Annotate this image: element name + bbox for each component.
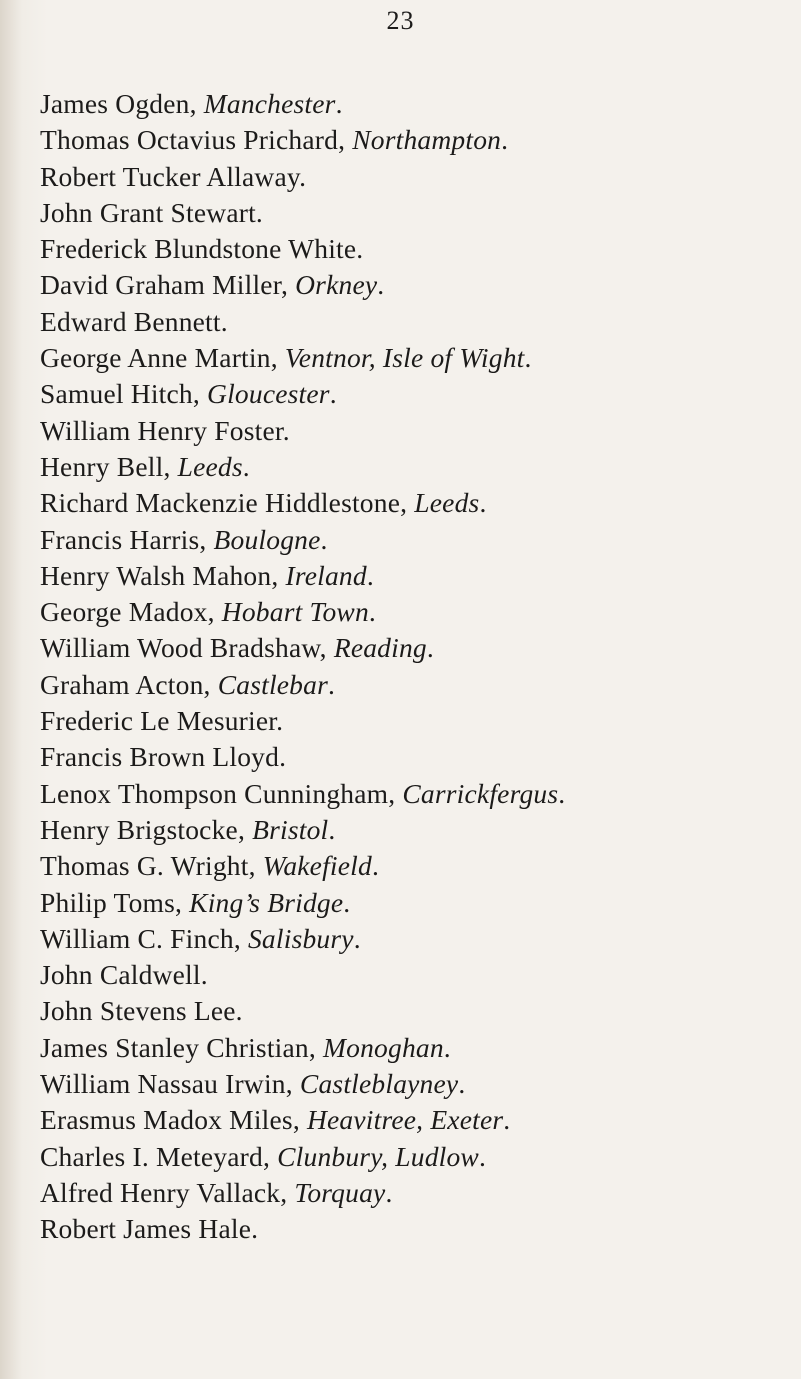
entry-period: . bbox=[299, 160, 307, 192]
entry-period: . bbox=[478, 1140, 487, 1172]
entry-punctuation: , bbox=[207, 596, 222, 628]
list-item bbox=[40, 1102, 795, 1138]
entry-punctuation: , bbox=[280, 269, 296, 301]
entry-period: . bbox=[276, 705, 284, 737]
page-number: 23 bbox=[386, 6, 415, 35]
entry-name: Edward Bennett bbox=[40, 305, 221, 337]
entry-name: John Stevens Lee bbox=[40, 995, 236, 1027]
list-item bbox=[40, 957, 795, 993]
entry-name: Erasmus Madox Miles bbox=[40, 1104, 293, 1136]
list-item bbox=[40, 1211, 795, 1247]
list-item bbox=[40, 304, 795, 340]
entry-punctuation: , bbox=[270, 342, 285, 374]
list-item bbox=[40, 413, 795, 449]
entry-name: William C. Finch bbox=[40, 922, 234, 954]
entry-period: . bbox=[503, 1104, 511, 1136]
entry-period: . bbox=[255, 196, 263, 228]
entry-period: . bbox=[343, 886, 351, 918]
entry-place: Leeds bbox=[177, 450, 243, 482]
entry-name: George Anne Martin bbox=[40, 342, 271, 374]
list-item bbox=[40, 340, 795, 376]
entry-place: Carrickfergus bbox=[402, 777, 559, 809]
list-item bbox=[40, 1030, 795, 1066]
entry-punctuation: , bbox=[175, 886, 190, 918]
entry-punctuation: , bbox=[319, 632, 334, 664]
entry-name: Henry Brigstocke bbox=[40, 813, 238, 845]
entry-name: Graham Acton bbox=[40, 668, 204, 700]
entry-name: David Graham Miller bbox=[40, 269, 281, 301]
entry-name: William Nassau Irwin bbox=[40, 1068, 286, 1100]
entry-period: . bbox=[371, 850, 380, 882]
entry-punctuation: , bbox=[192, 378, 208, 410]
list-item bbox=[40, 1066, 795, 1102]
entry-name: Henry Bell bbox=[40, 450, 164, 482]
entry-punctuation: , bbox=[262, 1140, 278, 1172]
entry-period: . bbox=[356, 233, 364, 265]
entry-name: Charles I. Meteyard bbox=[40, 1140, 263, 1172]
entry-period: . bbox=[524, 342, 532, 374]
list-item bbox=[40, 231, 795, 267]
entry-place: Bristol bbox=[252, 813, 329, 845]
entry-period: . bbox=[377, 269, 385, 301]
list-item bbox=[40, 812, 795, 848]
entry-name: John Grant Stewart bbox=[40, 196, 256, 228]
entry-name: Richard Mackenzie Hiddlestone bbox=[40, 487, 401, 519]
entry-name: Samuel Hitch bbox=[40, 378, 193, 410]
entry-name: John Caldwell bbox=[40, 959, 201, 991]
list-item bbox=[40, 449, 795, 485]
entry-place: King’s Bridge bbox=[189, 886, 344, 918]
entry-punctuation: , bbox=[248, 850, 263, 882]
entry-period: . bbox=[279, 741, 287, 773]
entry-period: . bbox=[235, 995, 243, 1027]
entry-place: Northampton bbox=[352, 124, 502, 156]
entry-period: . bbox=[558, 777, 566, 809]
entry-punctuation: , bbox=[338, 124, 353, 156]
list-item bbox=[40, 921, 795, 957]
list-item bbox=[40, 267, 795, 303]
entry-name: Lenox Thompson Cunningham bbox=[40, 777, 389, 809]
list-item bbox=[40, 848, 795, 884]
entry-punctuation: , bbox=[280, 1176, 295, 1208]
list-item bbox=[40, 485, 795, 521]
entry-place: Hobart Town bbox=[221, 596, 369, 628]
entry-period: . bbox=[220, 305, 228, 337]
entry-name: Thomas Octavius Prichard bbox=[40, 124, 339, 156]
entry-punctuation: , bbox=[308, 1031, 324, 1063]
list-item bbox=[40, 558, 795, 594]
list-item bbox=[40, 1139, 795, 1175]
entry-punctuation: , bbox=[388, 777, 403, 809]
list-item bbox=[40, 122, 795, 158]
entry-place: Ventnor, Isle of Wight bbox=[284, 342, 525, 374]
entry-name: Frederick Blundstone White bbox=[40, 233, 357, 265]
entry-name: George Madox bbox=[40, 596, 208, 628]
entry-period: . bbox=[366, 559, 374, 591]
entry-name: William Henry Foster bbox=[40, 414, 283, 446]
entry-period: . bbox=[242, 450, 250, 482]
entry-place: Salisbury bbox=[247, 922, 354, 954]
entry-name: James Stanley Christian bbox=[40, 1031, 309, 1063]
entry-place: Heavitree, Exeter bbox=[306, 1104, 504, 1136]
entry-place: Castleblayney bbox=[299, 1068, 459, 1100]
list-item bbox=[40, 86, 795, 122]
entry-period: . bbox=[443, 1031, 451, 1063]
entry-name: Francis Brown Lloyd bbox=[40, 741, 280, 773]
entry-place: Boulogne bbox=[213, 523, 321, 555]
entry-place: Monoghan bbox=[323, 1031, 444, 1063]
entry-punctuation: , bbox=[271, 559, 286, 591]
entry-place: Reading bbox=[333, 632, 427, 664]
entry-punctuation: , bbox=[400, 487, 415, 519]
list-item bbox=[40, 376, 795, 412]
list-item bbox=[40, 159, 795, 195]
entry-period: . bbox=[282, 414, 290, 446]
list-item bbox=[40, 993, 795, 1029]
list-item bbox=[40, 667, 795, 703]
entry-name: Frederic Le Mesurier bbox=[40, 705, 277, 737]
entry-place: Torquay bbox=[294, 1176, 386, 1208]
entry-period: . bbox=[368, 596, 376, 628]
list-item bbox=[40, 195, 795, 231]
list-item bbox=[40, 885, 795, 921]
entry-place: Ireland bbox=[285, 559, 367, 591]
entry-period: . bbox=[501, 124, 509, 156]
entry-punctuation: , bbox=[199, 523, 214, 555]
entry-punctuation: , bbox=[233, 922, 248, 954]
entry-name: William Wood Bradshaw bbox=[40, 632, 320, 664]
entry-name: Alfred Henry Vallack bbox=[40, 1176, 281, 1208]
entry-name: Henry Walsh Mahon bbox=[40, 559, 272, 591]
entry-period: . bbox=[426, 632, 434, 664]
entry-place: Manchester bbox=[203, 88, 336, 119]
entry-place: Leeds bbox=[414, 487, 480, 519]
list-item bbox=[40, 1175, 795, 1211]
entry-punctuation: , bbox=[237, 813, 253, 845]
entry-name: Francis Harris bbox=[40, 523, 200, 555]
list-item bbox=[40, 703, 795, 739]
entry-place: Castlebar bbox=[217, 668, 328, 700]
entry-name: Robert James Hale bbox=[40, 1213, 252, 1245]
list-item bbox=[40, 630, 795, 666]
list-item bbox=[40, 776, 795, 812]
entry-period: . bbox=[385, 1176, 393, 1208]
entry-place: Clunbury, Ludlow bbox=[277, 1140, 479, 1172]
entry-period: . bbox=[458, 1068, 466, 1100]
list-item bbox=[40, 522, 795, 558]
entry-punctuation: , bbox=[203, 668, 218, 700]
entry-period: . bbox=[335, 88, 343, 119]
entry-punctuation: , bbox=[163, 450, 178, 482]
list-item bbox=[40, 739, 795, 775]
entry-name: James Ogden bbox=[40, 88, 190, 119]
entry-period: . bbox=[320, 523, 328, 555]
entry-period: . bbox=[479, 487, 487, 519]
subscriber-list bbox=[40, 86, 795, 1248]
entry-period: . bbox=[251, 1213, 259, 1245]
entry-place: Orkney bbox=[295, 269, 378, 301]
entry-place: Wakefield bbox=[262, 850, 372, 882]
entry-period: . bbox=[328, 813, 336, 845]
entry-period: . bbox=[353, 922, 361, 954]
entry-punctuation: , bbox=[292, 1104, 307, 1136]
entry-period: . bbox=[200, 959, 208, 991]
list-item bbox=[40, 594, 795, 630]
entry-punctuation: , bbox=[285, 1068, 300, 1100]
entry-name: Philip Toms bbox=[40, 886, 176, 918]
entry-name: Thomas G. Wright bbox=[40, 850, 249, 882]
entry-place: Gloucester bbox=[207, 378, 330, 410]
entry-period: . bbox=[328, 668, 336, 700]
entry-name: Robert Tucker Allaway bbox=[40, 160, 300, 192]
entry-punctuation: , bbox=[189, 88, 204, 119]
entry-period: . bbox=[329, 378, 337, 410]
